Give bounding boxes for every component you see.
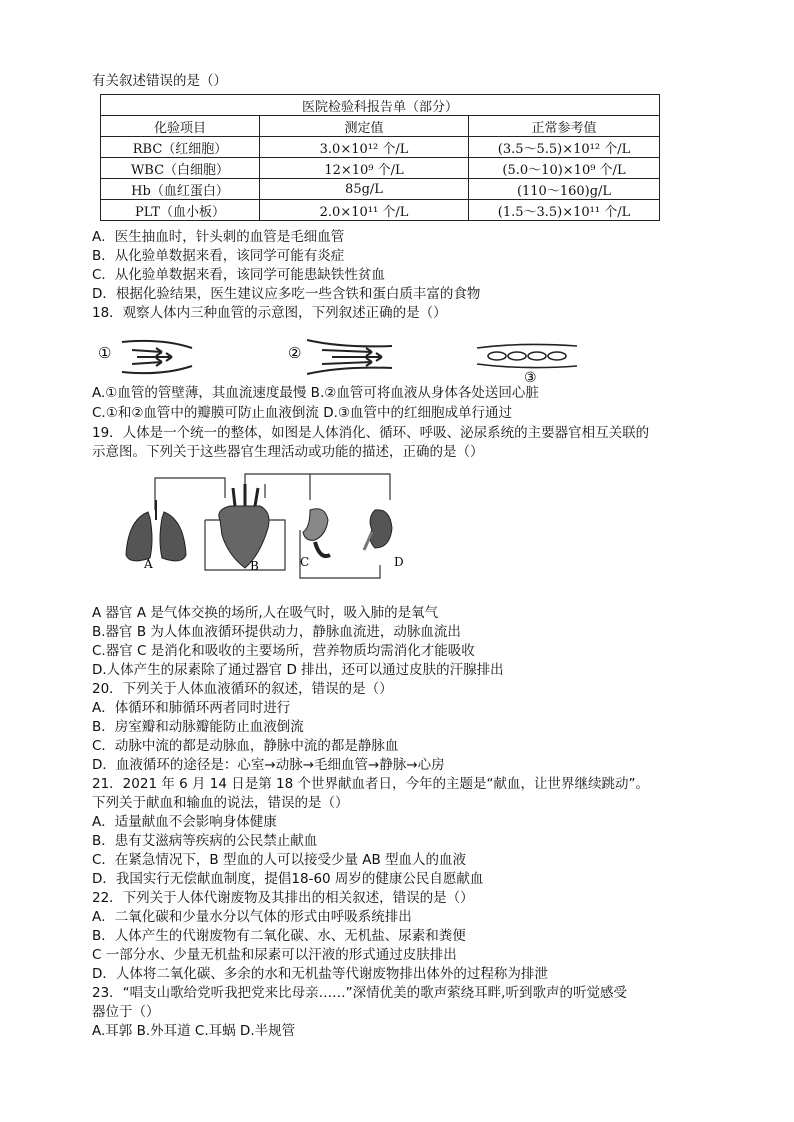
option-line: D．我国实行无偿献血制度，提倡18-60 周岁的健康公民自愿献血	[92, 871, 484, 887]
artery-icon	[122, 341, 192, 373]
option-line: D.人体产生的尿素除了通过器官 D 排出，还可以通过皮肤的汗腺排出	[92, 662, 504, 678]
option-line: B．房室瓣和动脉瓣能防止血液倒流	[92, 719, 304, 735]
table-header-row	[101, 116, 660, 137]
table-cell: Hb（血红蛋白）	[101, 179, 260, 200]
organ-system-figure	[120, 470, 420, 600]
table-cell: 85g/L	[260, 179, 469, 200]
stomach-icon	[303, 509, 330, 556]
option-line: B．从化验单数据来看，该同学可能有炎症	[92, 248, 345, 264]
table-cell: (5.0～10)×10⁹ 个/L	[469, 158, 660, 179]
question-stem: 22．下列关于人体代谢废物及其排出的相关叙述，错误的是（）	[92, 890, 474, 906]
option-line: C.①和②血管中的瓣膜可防止血液倒流 D.③血管中的红细胞成单行通过	[92, 405, 513, 421]
column-header: 正常参考值	[469, 116, 660, 137]
option-line: A．适量献血不会影响身体健康	[92, 814, 277, 830]
table-cell: 12×10⁹ 个/L	[260, 158, 469, 179]
blood-vessel-figure	[92, 330, 612, 385]
lungs-icon	[126, 500, 186, 561]
option-line: C．从化验单数据来看，该同学可能患缺铁性贫血	[92, 267, 385, 283]
organ-label-a: A	[144, 557, 153, 571]
table-cell: (1.5～3.5)×10¹¹ 个/L	[469, 200, 660, 221]
question-stem: 20．下列关于人体血液循环的叙述，错误的是（）	[92, 681, 393, 697]
question-stem: 18．观察人体内三种血管的示意图，下列叙述正确的是（）	[92, 305, 447, 321]
table-cell: WBC（白细胞）	[101, 158, 260, 179]
table-cell: PLT（血小板）	[101, 200, 260, 221]
question-stem: 19．人体是一个统一的整体，如图是人体消化、循环、呼吸、泌尿系统的主要器官相互关联的	[92, 425, 650, 441]
vessel-label-1: ①	[98, 344, 112, 362]
organ-label-b: B	[250, 559, 259, 573]
option-line: B.器官 B 为人体血液循环提供动力，静脉血流进，动脉血流出	[92, 624, 461, 640]
q17-intro: 有关叙述错误的是（）	[92, 73, 227, 89]
table-cell: 3.0×10¹² 个/L	[260, 137, 469, 158]
option-line: C.器官 C 是消化和吸收的主要场所，营养物质均需消化才能吸收	[92, 643, 475, 659]
option-line: A．体循环和肺循环两者同时进行	[92, 700, 291, 716]
option-line: C 一部分水、少量无机盐和尿素可以汗液的形式通过皮肤排出	[92, 947, 457, 963]
question-stem: 21．2021 年 6 月 14 日是第 18 个世界献血者日，今年的主题是“献血，让世界继续跳动”。	[92, 776, 650, 792]
option-line: A.耳郭 B.外耳道 C.耳蜗 D.半规管	[92, 1023, 296, 1039]
option-line: A．二氧化碳和少量水分以气体的形式由呼吸系统排出	[92, 909, 412, 925]
option-line: B．人体产生的代谢废物有二氧化碳、水、无机盐、尿素和粪便	[92, 928, 466, 944]
organ-label-c: C	[300, 555, 310, 569]
table-row	[101, 179, 660, 200]
option-line: A 器官 A 是气体交换的场所,人在吸气时，吸入肺的是氧气	[92, 605, 439, 621]
option-line: C．在紧急情况下，B 型血的人可以接受少量 AB 型血人的血液	[92, 852, 467, 868]
vessel-label-3: ③	[524, 370, 537, 385]
question-stem: 示意图。下列关于这些器官生理活动或功能的描述，正确的是（）	[92, 444, 484, 460]
option-line: D．根据化验结果，医生建议应多吃一些含铁和蛋白质丰富的食物	[92, 286, 481, 302]
option-line: B．患有艾滋病等疾病的公民禁止献血	[92, 833, 318, 849]
kidney-icon	[364, 510, 392, 550]
report-title: 医院检验科报告单（部分）	[101, 95, 660, 116]
organ-label-d: D	[394, 555, 404, 569]
option-line: C．动脉中流的都是动脉血，静脉中流的都是静脉血	[92, 738, 399, 754]
column-header: 测定值	[260, 116, 469, 137]
capillary-icon	[477, 344, 577, 367]
column-header: 化验项目	[101, 116, 260, 137]
vessel-label-2: ②	[288, 344, 302, 362]
table-cell: (3.5～5.5)×10¹² 个/L	[469, 137, 660, 158]
table-row	[101, 158, 660, 179]
table-row	[101, 137, 660, 158]
table-cell: (110～160)g/L	[469, 179, 660, 200]
heart-icon	[219, 484, 269, 568]
option-line: A.①血管的管壁薄，其血流速度最慢 B.②血管可将血液从身体各处送回心脏	[92, 385, 539, 401]
question-stem: 下列关于献血和输血的说法，错误的是（）	[92, 795, 349, 811]
lab-report-table	[100, 94, 660, 221]
option-line: A．医生抽血时，针头刺的血管是毛细血管	[92, 229, 345, 245]
question-stem: 23．“唱支山歌给党听我把党来比母亲……”深情优美的歌声萦绕耳畔,听到歌声的听觉感受	[92, 985, 627, 1001]
question-stem: 器位于（）	[92, 1004, 160, 1020]
table-cell: 2.0×10¹¹ 个/L	[260, 200, 469, 221]
option-line: D．血液循环的途径是：心室→动脉→毛细血管→静脉→心房	[92, 757, 445, 773]
option-line: D．人体将二氧化碳、多余的水和无机盐等代谢废物排出体外的过程称为排泄	[92, 966, 548, 982]
vein-icon	[307, 340, 392, 374]
table-row	[101, 200, 660, 221]
table-cell: RBC（红细胞）	[101, 137, 260, 158]
